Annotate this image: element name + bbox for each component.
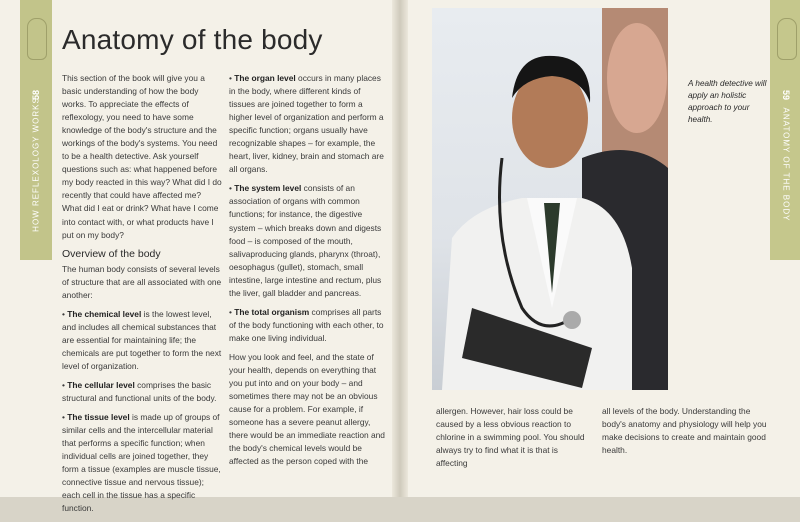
running-head: ANATOMY OF THE BODY (781, 107, 791, 222)
text-column-1 (62, 72, 222, 522)
doctor-illustration (432, 8, 668, 390)
left-chapter-tab (20, 0, 52, 260)
book-gutter (392, 0, 408, 497)
section-subheading: Overview of the body (62, 247, 161, 260)
term-text: is made up of groups of similar cells and the intercellular material that performs a specific function; when individual cells are joined together, they form a tissue (examples are muscle tissue, connective tissue and nervous tissue); each cell in the tissue has a specific function. (62, 412, 221, 514)
list-item: • The chemical level is the lowest level, and includes all chemical substances that are essential for maintaining life; the chemicals are put together to form the next level of organization. (62, 308, 222, 371)
list-item: • The total organism comprises all parts of the body functioning with each other, to make one living individual. (229, 306, 384, 343)
conclusion-paragraph: all levels of the body. Understanding the body's anatomy and physiology will help you make decisions to create and maintain good health. (602, 406, 767, 456)
term: The cellular level (67, 380, 135, 391)
list-item: • The organ level occurs in many places in the body, where different kinds of tissues are joined together to form a higher level of organization and perform a specific function; organs usually have recognizable shapes – for example, the heart, liver, kidney, brain and stomach are all organs. (229, 73, 384, 175)
term-text: is the lowest level, and includes all chemical substances that are essential for maintaining life; the chemicals are put together to form the next level of organization. (62, 308, 222, 371)
closing-paragraph: How you look and feel, and the state of your health, depends on everything that you put into and on your body – and sometimes there may not be an obvious cause for a problem. For example, if someone has a severe peanut allergy, there would be an immediate reaction and the body's chemical levels would be affected as the person coped with the (229, 351, 385, 467)
term: The chemical level (67, 308, 142, 319)
list-item: • The cellular level comprises the basic structural and functional units of the body. (62, 380, 217, 404)
term-text: comprises the basic structural and functional units of the body. (62, 380, 217, 404)
foot-icon (27, 18, 47, 60)
term-text: consists of an association of organs with common functions; for instance, the digestive system – which breaks down and digests food – is composed of the mouth, salivaproducing glands, pharynx (throat), oesophagus (gullet), stomach, small intestine, large intestine and rectum, plus the liver, gall bladder and pancreas. (229, 183, 382, 298)
term: The system level (234, 183, 302, 194)
list-item: • The system level consists of an association of organs with common functions; for instance, the digestive system – which breaks down and digests food – is composed of the mouth, salivaproducing glands, pharynx (throat), oesophagus (gullet), stomach, small intestine, large intestine and rectum, plus the liver, gall bladder and pancreas. (229, 183, 382, 298)
foot-icon (777, 18, 797, 60)
term: The tissue level (67, 412, 130, 423)
term: The organ level (234, 73, 296, 83)
term: The total organism (234, 306, 310, 317)
text-column-3 (436, 405, 586, 476)
continued-paragraph: allergen. However, hair loss could be caused by a less obvious reaction to chlorine in a swimming pool. You should always try to find what it is that is affecting (436, 406, 585, 469)
page-number: 58 (31, 90, 41, 101)
list-item: • The tissue level is made up of groups of similar cells and the intercellular material that performs a specific function; when individual cells are joined together, they form a tissue (examples are muscle tissue, connective tissue and nervous tissue); each cell in the tissue has a specific function. (62, 412, 221, 514)
page-title: Anatomy of the body (62, 24, 323, 55)
text-column-2 (229, 72, 385, 474)
page-number: 59 (781, 89, 791, 100)
photo-caption: A health detective will apply an holistic approach to your health. (688, 79, 767, 124)
term-text: occurs in many places in the body, where different kinds of tissues are joined together to form a higher level of organization and perform a specific function; organs usually have recognizable shapes – for example, the heart, liver, kidney, brain and stomach are all organs. (229, 73, 384, 175)
overview-paragraph: The human body consists of several levels of structure that are all associated with one another: (62, 263, 222, 300)
intro-paragraph: This section of the book will give you a basic understanding of how the body works. To appreciate the effects of reflexology, you need to have some knowledge of the body's structure and the workings of the body's systems. You need to be a health detective. Ask yourself questions such as: what happened before my body reacted in this way? What did I do recently that could have affected me? What did I eat or drink? What have I come into contact with, or what products have I put on my body? (62, 73, 222, 240)
term-text: comprises all parts of the body functioning with each other, to make one living individual. (229, 306, 384, 343)
running-head: HOW REFLEXOLOGY WORKS (31, 97, 41, 232)
right-chapter-tab (770, 0, 800, 260)
text-column-4 (602, 405, 772, 463)
doctor-photo (432, 8, 668, 390)
